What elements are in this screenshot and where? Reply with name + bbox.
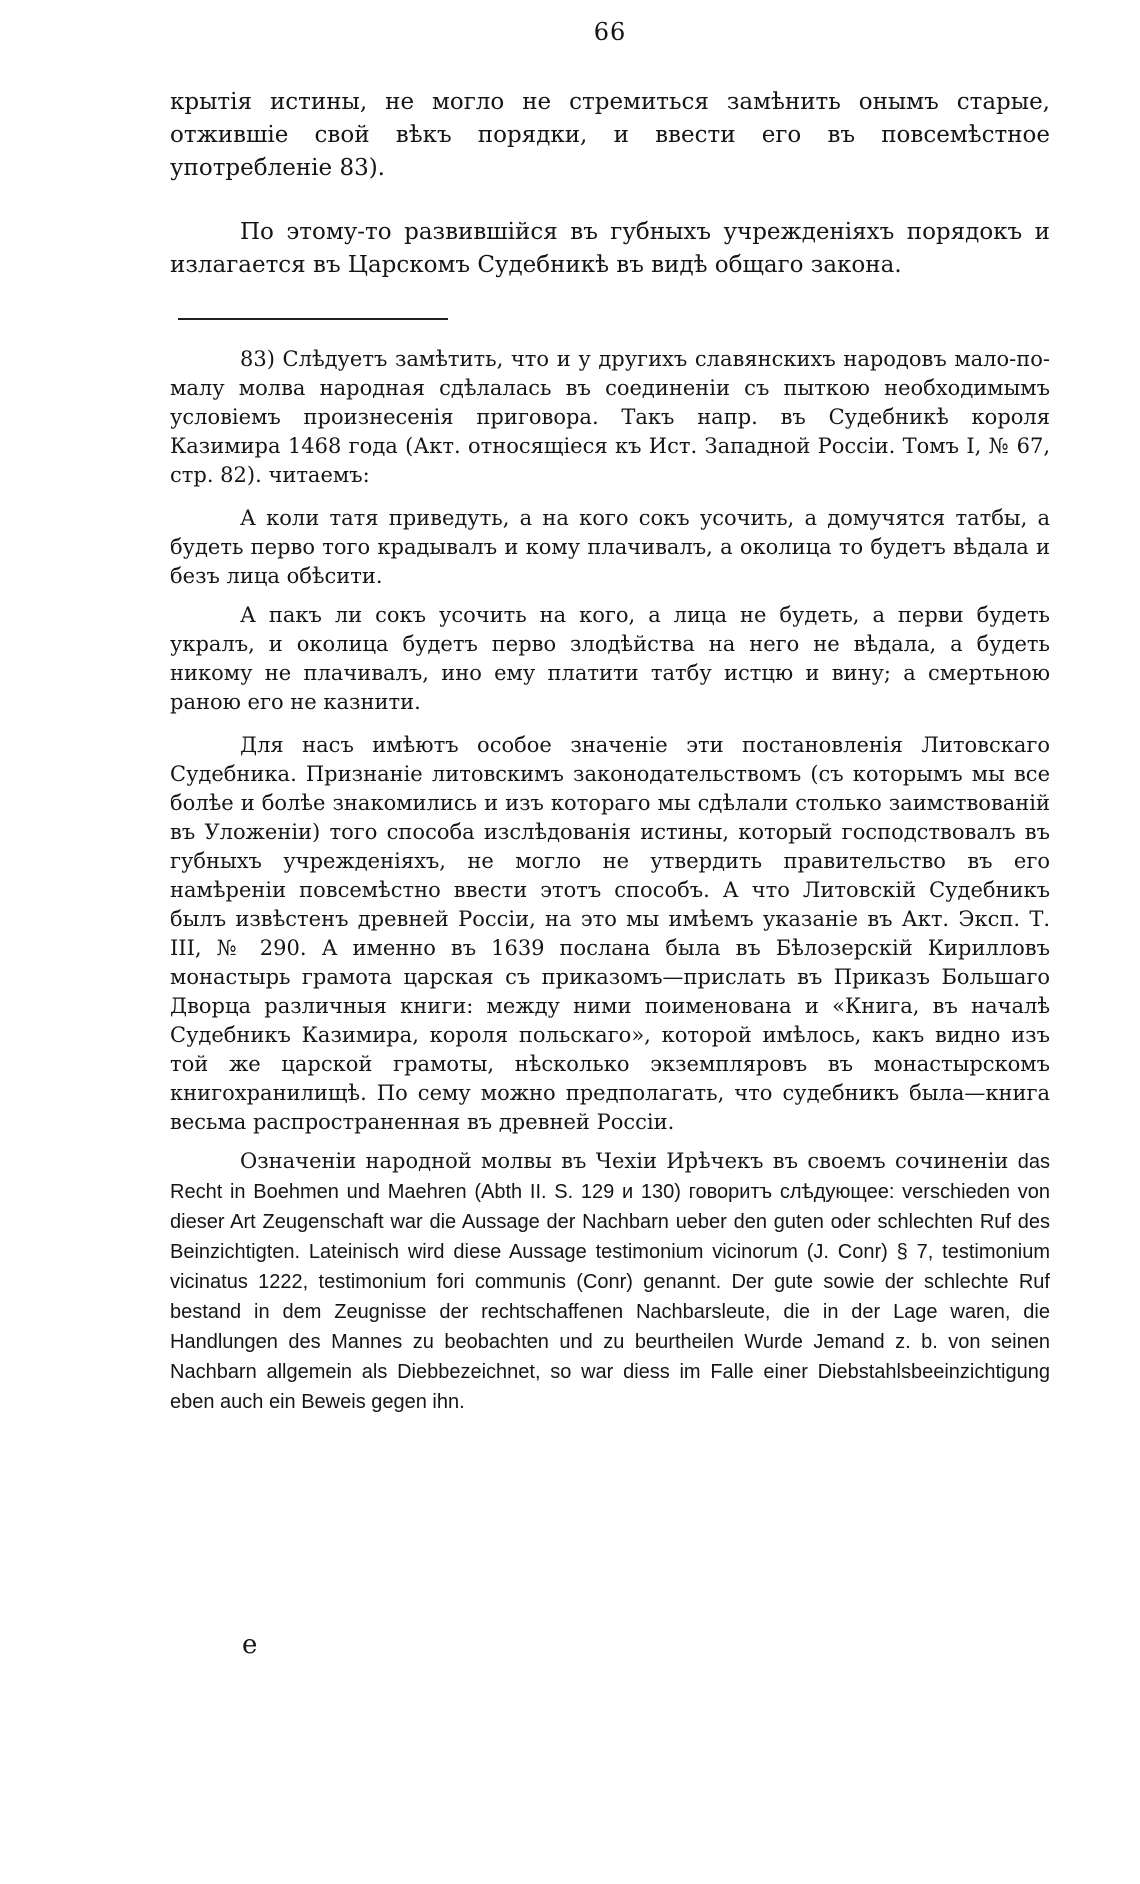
main-paragraph-summary: По этому-то развившійся въ губныхъ учрежденіяхъ порядокъ и излагается въ Царскомъ Судебникѣ въ видѣ общаго закона. — [170, 219, 1050, 278]
footnote-quote-1: А коли татя приведуть, а на кого сокъ усочить, а домучятся татбы, а будеть перво того крадывалъ и кому плачивалъ, а околица то будетъ вѣдала и безъ лица обѣсити. — [170, 506, 1050, 588]
footnote-czech-reference-russian: Означеніи народной молвы въ Чехіи Ирѣчекъ въ своемъ сочиненіи — [240, 1149, 1018, 1173]
footnotes — [170, 345, 1050, 1417]
footnote-separator-rule — [178, 318, 448, 320]
footnote-czech-reference-german: das Recht in Boehmen und Maehren (Abth II. S. 129 и 130) говоритъ слѣдующее: verschieden von dieser Art Zeugenschaft war die Aussage der Nachbarn ueber den guten oder schlechten Ruf des Beinzichtigten. Lateinisch wird diese Aussage testimonium vicinorum (J. Conr) § 7, testimonium vicinatus 1222, testimonium fori communis (Conr) genannt. Der gute sowie der schlechte Ruf bestand in dem Zeugnisse der rechtschaffenen Nachbarsleute, die in der Lage waren, die Handlungen des Mannes zu beobachten und zu beurtheilen Wurde Jemand z. b. von seinen Nachbarn allgemein als Diebbezeichnet, so war diess im Falle einer Diebstahlsbeeinzichtigung eben auch ein Beweis gegen ihn. — [170, 1151, 1050, 1413]
book-page — [170, 0, 1120, 1884]
footnote-83: 83) Слѣдуетъ замѣтить, что и у другихъ славянскихъ народовъ мало-по-малу молва народная сдѣлалась въ соединеніи съ пыткою необходимымъ условіемъ произнесенія приговора. Такъ напр. въ Судебникѣ короля Казимира 1468 года (Акт. относящіеся къ Ист. Западной Россіи. Томъ I, № 67, стр. 82). читаемъ: — [170, 347, 1050, 487]
main-paragraph-continuation: крытія истины, не могло не стремиться замѣнить онымъ старые, отжившіе свой вѣкъ порядки, и ввести его въ повсемѣстное употребленіе 83). — [170, 89, 1050, 181]
page-number: 66 — [593, 18, 627, 46]
main-text — [170, 86, 1050, 282]
footnote-quote-2: А пакъ ли сокъ усочить на кого, а лица не будеть, а перви будеть укралъ, и околица будетъ перво злодѣйства на него не вѣдала, а будеть никому не плачивалъ, ино ему платити татбу истцю и вину; а смертьною раною его не казнити. — [170, 603, 1050, 714]
signature-mark: e — [242, 1630, 258, 1660]
footnote-czech-reference — [170, 1147, 1050, 1417]
footnote-discussion-paragraph: Для насъ имѣютъ особое значеніе эти постановленія Литовскаго Судебника. Признаніе литовскимъ законодательствомъ (съ которымъ мы все болѣе и болѣе знакомились и изъ котораго мы сдѣлали столько заимствованій въ Уложеніи) того способа изслѣдованія истины, который господствовалъ въ губныхъ учрежденіяхъ, не могло не утвердить правительство въ его намѣреніи повсемѣстно ввести этотъ способъ. А что Литовскій Судебникъ былъ извѣстенъ древней Россіи, на это мы имѣемъ указаніе въ Акт. Эксп. Т. III, № 290. А именно въ 1639 послана была въ Бѣлозерскій Кирилловъ монастырь грамота царская съ приказомъ—прислать въ Приказъ Большаго Дворца различныя книги: между ними поименована и «Книга, въ началѣ Судебникъ Казимира, короля польскаго», которой имѣлось, какъ видно изъ той же царской грамоты, нѣсколько экземпляровъ въ монастырскомъ книгохранилищѣ. По сему можно предполагать, что судебникъ была—книга весьма распространенная въ древней Россіи. — [170, 733, 1050, 1134]
